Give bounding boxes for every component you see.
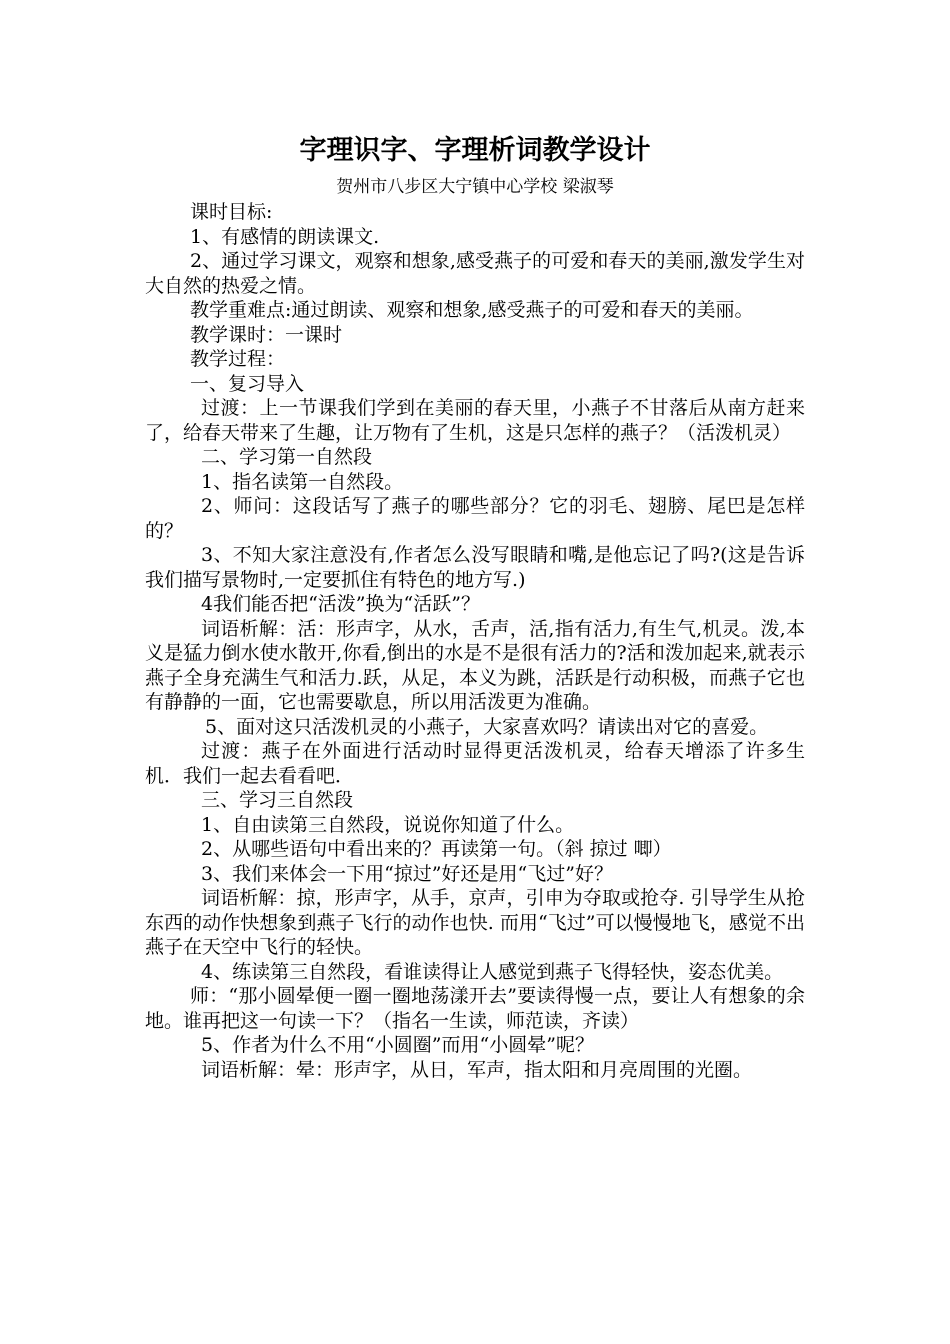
paragraph: 1、自由读第三自然段，说说你知道了什么。 [201,813,575,836]
paragraph: 课时目标: [190,201,273,223]
paragraph: 二、学习第一自然段 [201,446,373,468]
paragraph: 3、不知大家注意没有,作者怎么没写眼睛和嘴,是他忘记了吗?(这是告诉我们描写景物时,一定要抓住有特色的地方写.) [145,544,805,591]
paragraph: 2、从哪些语句中看出来的？再读第一句。（斜 掠过 唧） [201,838,672,860]
paragraph: 教学重难点:通过朗读、观察和想象,感受燕子的可爱和春天的美丽。 [190,299,754,321]
paragraph: 教学过程： [190,348,286,370]
paragraph: 过渡：燕子在外面进行活动时显得更活泼机灵，给春天增添了许多生机．我们一起去看看吧． [145,740,805,787]
document-body [145,200,805,1082]
paragraph: 词语析解：活：形声字，从水，舌声，活,指有活力,有生气,机灵。泼,本义是猛力倒水使水散开,你看,倒出的水是不是很有活力的?活和泼加起来,就表示燕子全身充满生气和活力.跃，从足，本义为跳，活跃是行动积极，而燕子它也有静静的一面，它也需要歇息，所以用活泼更为准确。 [145,617,805,713]
document-title: 字理识字、字理析词教学设计 [299,135,651,166]
paragraph: 5、作者为什么不用“小圆圈”而用“小圆晕”呢？ [201,1034,594,1056]
paragraph: 词语析解：晕：形声字，从日，军声，指太阳和月亮周围的光圈。 [201,1058,753,1081]
paragraph: 5、面对这只活泼机灵的小燕子，大家喜欢吗？请读出对它的喜爱。 [205,715,769,738]
paragraph: 教学课时：一课时 [190,323,343,346]
paragraph: 过渡：上一节课我们学到在美丽的春天里，小燕子不甘落后从南方赶来了，给春天带来了生趣，让万物有了生机，这是只怎样的燕子？（活泼机灵） [145,397,805,444]
author-line: 贺州市八步区大宁镇中心学校 梁淑琴 [336,177,614,197]
paragraph: 3、我们来体会一下用“掠过”好还是用“飞过”好？ [201,862,613,885]
paragraph: 2、通过学习课文，观察和想象,感受燕子的可爱和春天的美丽,激发学生对大自然的热爱之情。 [145,250,805,297]
paragraph: 师：“那小圆晕便一圈一圈地荡漾开去”要读得慢一点，要让人有想象的余地。谁再把这一句读一下？（指名一生读，师范读，齐读） [145,985,805,1032]
paragraph: 一、复习导入 [190,372,305,395]
paragraph: 2、师问：这段话写了燕子的哪些部分？它的羽毛、翅膀、尾巴是怎样的？ [145,495,805,542]
paragraph: 词语析解：掠，形声字，从手，京声，引申为夺取或抢夺. 引导学生从抢东西的动作快想象到燕子飞行的动作也快. 而用“飞过”可以慢慢地飞，感觉不出燕子在天空中飞行的轻快。 [145,887,805,958]
paragraph: 1、有感情的朗读课文. [190,225,380,248]
paragraph: 4我们能否把“活泼”换为“活跃”？ [201,593,480,615]
paragraph: 1、指名读第一自然段。 [201,470,404,493]
paragraph: 4、练读第三自然段，看谁读得让人感觉到燕子飞得轻快，姿态优美。 [201,960,784,983]
paragraph: 三、学习三自然段 [201,789,354,811]
